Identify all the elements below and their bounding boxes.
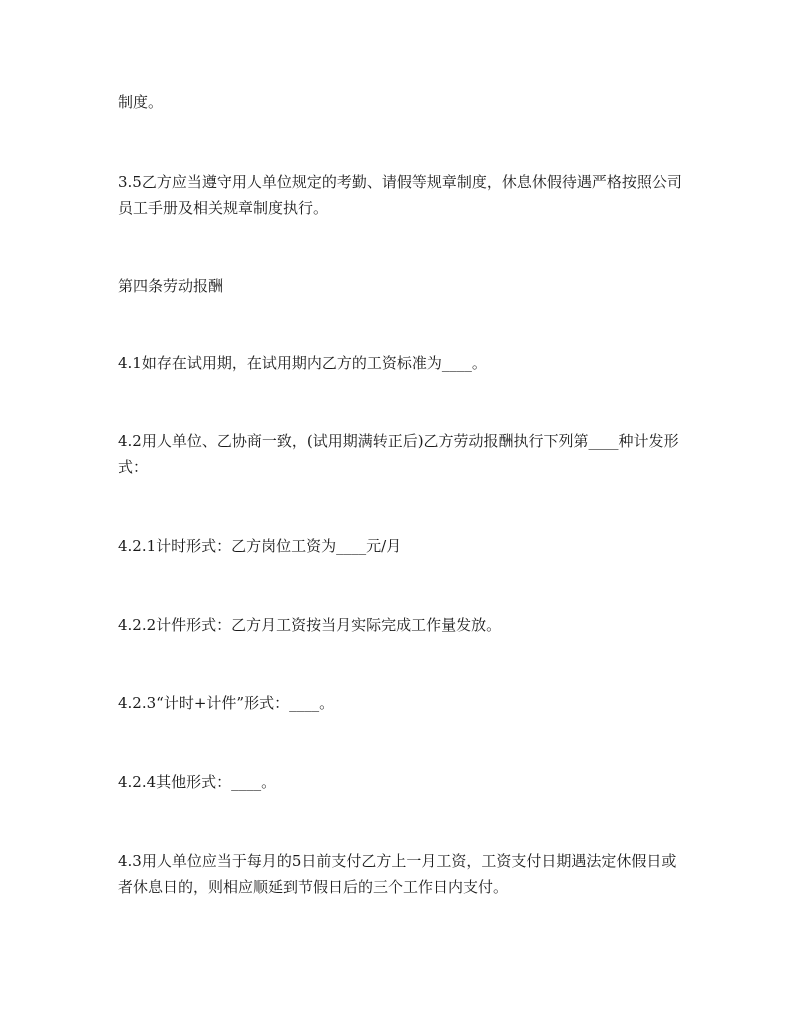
clause-3-5: 3.5乙方应当遵守用人单位规定的考勤、请假等规章制度，休息休假待遇严格按照公司员工手册及相关规章制度执行。 <box>118 173 682 217</box>
clause-4-2: 4.2用人单位、乙协商一致，(试用期满转正后)乙方劳动报酬执行下列第____种计发形式： <box>118 432 679 476</box>
clause-4-2-3: 4.2.3“计时+计件”形式：____。 <box>118 694 335 712</box>
clause-4-2-1: 4.2.1计时形式：乙方岗位工资为____元/月 <box>118 537 402 555</box>
clause-4-3: 4.3用人单位应当于每月的5日前支付乙方上一月工资，工资支付日期遇法定休假日或者休息日的，则相应顺延到节假日后的三个工作日内支付。 <box>118 852 677 896</box>
clause-4-1: 4.1如存在试用期，在试用期内乙方的工资标准为____。 <box>118 354 487 372</box>
paragraph-intro-end: 制度。 <box>118 93 164 111</box>
clause-4-2-2: 4.2.2计件形式：乙方月工资按当月实际完成工作量发放。 <box>118 616 502 634</box>
clause-4-2-4: 4.2.4其他形式：____。 <box>118 773 277 791</box>
article-4-heading: 第四条劳动报酬 <box>118 277 224 295</box>
